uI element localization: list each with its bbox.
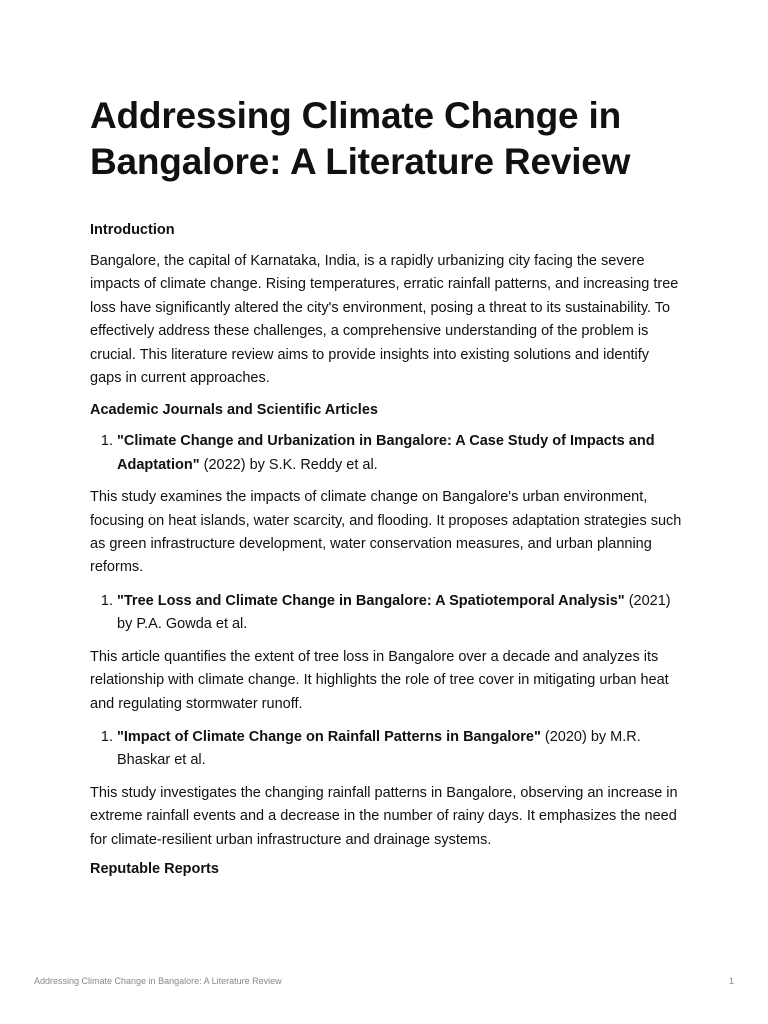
reference-meta: (2021) by P.A. Gowda et al. xyxy=(117,592,671,633)
reference-list-1 xyxy=(90,430,682,477)
reference-meta: (2020) by M.R. Bhaskar et al. xyxy=(117,728,641,769)
reference-item xyxy=(117,590,682,637)
reference-title: "Tree Loss and Climate Change in Bangalore: A Spatiotemporal Analysis" xyxy=(117,592,625,609)
reference-list-2 xyxy=(90,590,682,637)
reference-summary: This study investigates the changing rainfall patterns in Bangalore, observing an increase in extreme rainfall events and a decrease in the number of rainy days. It emphasizes the need for climate-resilient urban infrastructure and drainage systems. xyxy=(90,784,678,848)
reference-item xyxy=(117,726,682,773)
footer-title: Addressing Climate Change in Bangalore: A Literature Review xyxy=(34,976,282,986)
document-title: Addressing Climate Change in Bangalore: A Literature Review xyxy=(90,95,631,182)
reference-summary: This article quantifies the extent of tree loss in Bangalore over a decade and analyzes its relationship with climate change. It highlights the role of tree cover in mitigating urban heat and regulating stormwater runoff. xyxy=(90,648,669,712)
intro-heading: Introduction xyxy=(90,222,175,238)
page-number: 1 xyxy=(728,976,734,986)
reference-item xyxy=(117,430,682,477)
page-footer xyxy=(34,976,734,986)
reference-summary: This study examines the impacts of climate change on Bangalore's urban environment, focusing on heat islands, water scarcity, and flooding. It proposes adaptation strategies such as green infrastructure development, water conservation measures, and urban planning reforms. xyxy=(90,489,682,576)
journals-heading: Academic Journals and Scientific Articles xyxy=(90,402,378,419)
intro-paragraph: Bangalore, the capital of Karnataka, India, is a rapidly urbanizing city facing the severe impacts of climate change. Rising temperatures, erratic rainfall patterns, and increasing tree loss have significantly altered the city's environment, posing a threat to its sustainability. To effectively address these challenges, a comprehensive understanding of the problem is crucial. This literature review aims to provide insights into existing solutions and identify gaps in current approaches. xyxy=(90,253,679,387)
reference-title: "Climate Change and Urbanization in Bangalore: A Case Study of Impacts and Adaptation" xyxy=(117,433,655,473)
reference-title: "Impact of Climate Change on Rainfall Patterns in Bangalore" xyxy=(117,728,541,745)
reference-list-3 xyxy=(90,726,682,773)
reports-heading: Reputable Reports xyxy=(90,860,219,877)
document-page xyxy=(90,93,682,879)
reference-meta: (2022) by S.K. Reddy et al. xyxy=(199,456,378,473)
